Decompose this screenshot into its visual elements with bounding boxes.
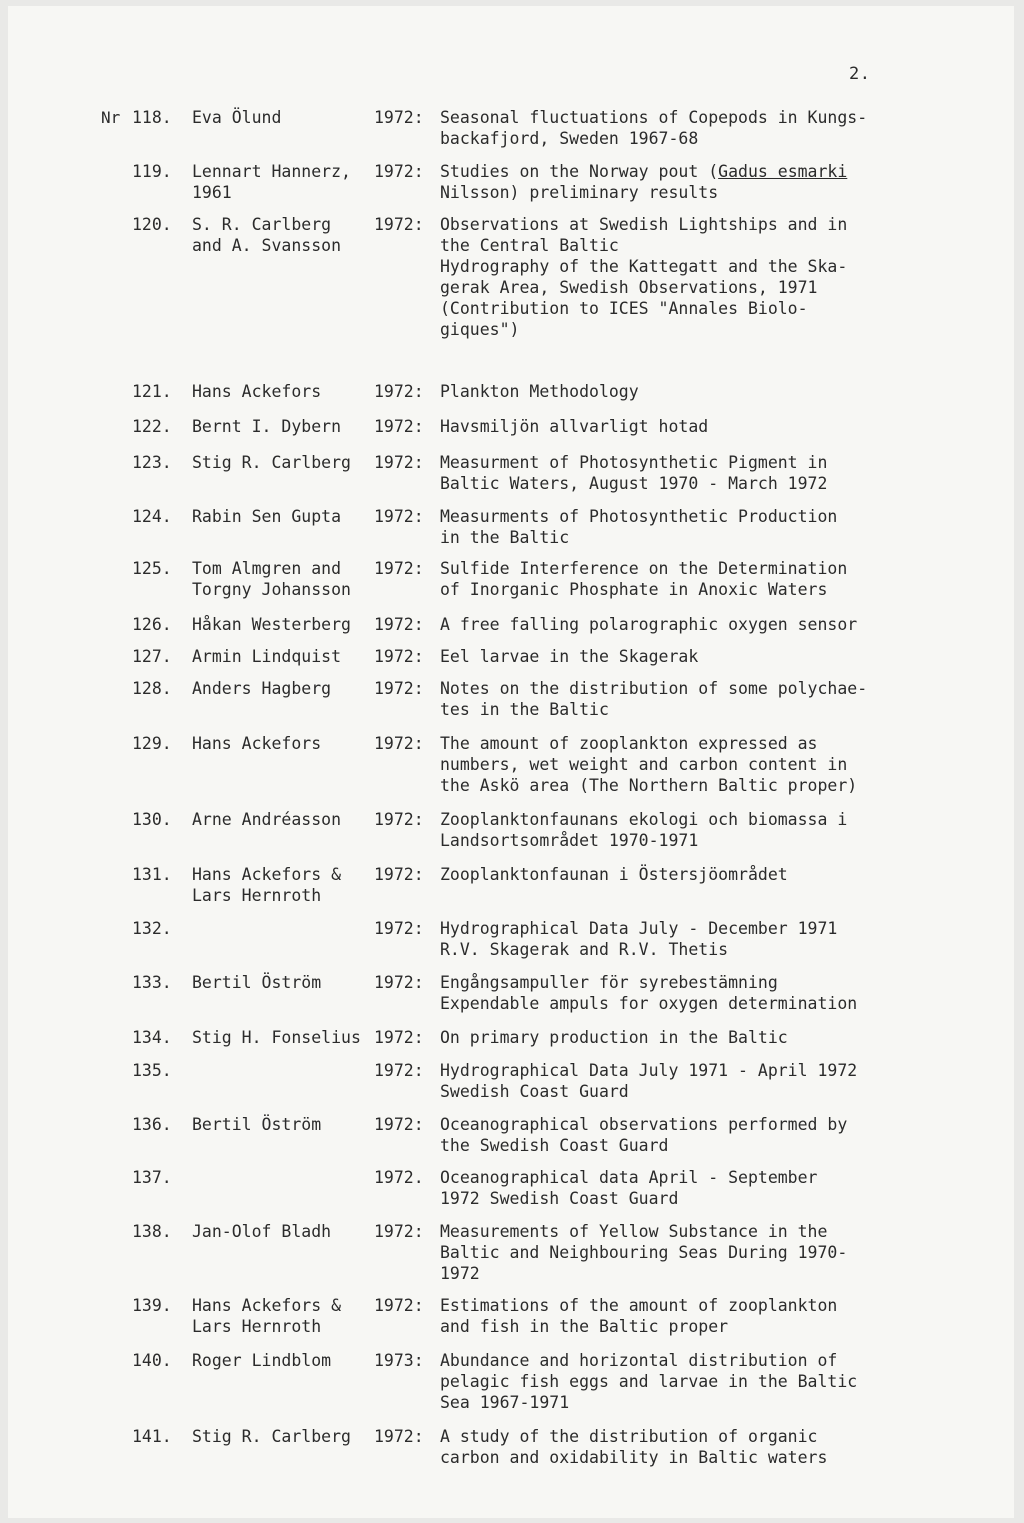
entry-number: 124. <box>132 507 172 526</box>
entry-number: 140. <box>132 1351 172 1370</box>
entry-author: Bertil Öström <box>192 1115 322 1134</box>
entry-title: Measurments of Photosynthetic Production in the Baltic <box>440 507 838 547</box>
entry-author: Hans Ackefors <box>192 382 322 401</box>
page-number: 2. <box>849 64 871 84</box>
entry-author: Tom Almgren and Torgny Johansson <box>192 559 351 599</box>
entry-author: Bernt I. Dybern <box>192 417 342 436</box>
entry-number: 139. <box>132 1296 172 1315</box>
entry-number: 123. <box>132 453 172 472</box>
entry-year: 1972: <box>374 647 424 666</box>
entry-title: Engångsampuller för syrebestämning Expendable ampuls for oxygen determination <box>440 973 858 1013</box>
entry-number: 129. <box>132 734 172 753</box>
entry-year: 1972. <box>374 1168 424 1187</box>
entry-title: Abundance and horizontal distribution of pelagic fish eggs and larvae in the Baltic Sea 1967-1971 <box>440 1351 858 1412</box>
entry-author: Bertil Öström <box>192 973 322 992</box>
entry-year: 1972: <box>374 382 424 401</box>
entry-year: 1972: <box>374 1222 424 1241</box>
entry-author: Håkan Westerberg <box>192 615 351 634</box>
entry-number: 120. <box>132 215 172 234</box>
entry-number: 137. <box>132 1168 172 1187</box>
entry-number: 136. <box>132 1115 172 1134</box>
document-page <box>8 6 1014 1518</box>
entry-year: 1972: <box>374 679 424 698</box>
entry-number: 121. <box>132 382 172 401</box>
entry-author: Stig R. Carlberg <box>192 453 351 472</box>
entry-author: S. R. Carlberg and A. Svansson <box>192 215 342 255</box>
entry-year: 1972: <box>374 507 424 526</box>
entry-year: 1972: <box>374 810 424 829</box>
entry-number: 141. <box>132 1427 172 1446</box>
entry-title: Observations at Swedish Lightships and in the Central Baltic Hydrography of the Kattegatt and the Ska- gerak Area, Swedish Observations, 1971 (Contribution to ICES "Annales Biolo- giques") <box>440 215 848 339</box>
entry-author: Jan-Olof Bladh <box>192 1222 332 1241</box>
entry-number: 119. <box>132 162 172 181</box>
entry-year: 1972: <box>374 162 424 181</box>
entry-number: 132. <box>132 919 172 938</box>
entry-title: A study of the distribution of organic carbon and oxidability in Baltic waters <box>440 1427 828 1467</box>
entry-title: Hydrographical Data July - December 1971 R.V. Skagerak and R.V. Thetis <box>440 919 838 959</box>
entry-title: Seasonal fluctuations of Copepods in Kungs- backafjord, Sweden 1967-68 <box>440 108 868 148</box>
entry-number: 135. <box>132 1061 172 1080</box>
entry-author: Stig R. Carlberg <box>192 1427 351 1446</box>
entry-title: Zooplanktonfaunan i Östersjöområdet <box>440 865 788 884</box>
entry-number: 128. <box>132 679 172 698</box>
entry-author: Stig H. Fonselius <box>192 1028 361 1047</box>
entry-title: Eel larvae in the Skagerak <box>440 647 699 666</box>
entry-number: 118. <box>132 108 172 127</box>
entry-title: The amount of zooplankton expressed as numbers, wet weight and carbon content in the Askö area (The Northern Baltic proper) <box>440 734 858 795</box>
entry-title: Notes on the distribution of some polychae- tes in the Baltic <box>440 679 868 719</box>
entry-year: 1972: <box>374 1296 424 1315</box>
entry-number: 127. <box>132 647 172 666</box>
entry-title <box>440 161 910 203</box>
entry-number: 134. <box>132 1028 172 1047</box>
entry-title: Oceanographical observations performed by the Swedish Coast Guard <box>440 1115 848 1155</box>
entry-author: Arne Andréasson <box>192 810 342 829</box>
entry-author: Anders Hagberg <box>192 679 332 698</box>
entry-year: 1972: <box>374 973 424 992</box>
entry-author: Eva Ölund <box>192 108 282 127</box>
entry-title-part: Nilsson) preliminary results <box>440 183 719 202</box>
entry-year: 1972: <box>374 1028 424 1047</box>
nr-label: Nr <box>101 108 121 127</box>
entry-year: 1972: <box>374 1115 424 1134</box>
entry-number: 125. <box>132 559 172 578</box>
entry-year: 1973: <box>374 1351 424 1370</box>
entry-author: Armin Lindquist <box>192 647 342 666</box>
entry-title: Havsmiljön allvarligt hotad <box>440 417 709 436</box>
entry-title-part: Studies on the Norway pout ( <box>440 162 719 181</box>
entry-number: 130. <box>132 810 172 829</box>
entry-author: Roger Lindblom <box>192 1351 332 1370</box>
entry-year: 1972: <box>374 1061 424 1080</box>
entry-author: Rabin Sen Gupta <box>192 507 342 526</box>
entry-author: Hans Ackefors <box>192 734 322 753</box>
entry-title: On primary production in the Baltic <box>440 1028 788 1047</box>
entry-title: Plankton Methodology <box>440 382 639 401</box>
entry-year: 1972: <box>374 559 424 578</box>
entry-number: 133. <box>132 973 172 992</box>
entry-number: 126. <box>132 615 172 634</box>
entry-year: 1972: <box>374 919 424 938</box>
entry-title: Estimations of the amount of zooplankton and fish in the Baltic proper <box>440 1296 838 1336</box>
entry-title: Sulfide Interference on the Determination of Inorganic Phosphate in Anoxic Waters <box>440 559 848 599</box>
entry-title: Measurements of Yellow Substance in the Baltic and Neighbouring Seas During 1970- 1972 <box>440 1222 848 1283</box>
entry-author: Hans Ackefors & Lars Hernroth <box>192 1296 342 1336</box>
entry-year: 1972: <box>374 417 424 436</box>
entry-year: 1972: <box>374 215 424 234</box>
entry-title: Hydrographical Data July 1971 - April 1972 Swedish Coast Guard <box>440 1061 858 1101</box>
entry-title: Measurment of Photosynthetic Pigment in Baltic Waters, August 1970 - March 1972 <box>440 453 828 493</box>
entry-number: 122. <box>132 417 172 436</box>
entry-year: 1972: <box>374 453 424 472</box>
entry-title: A free falling polarographic oxygen sensor <box>440 615 858 634</box>
entry-year: 1972: <box>374 734 424 753</box>
entry-title: Zooplanktonfaunans ekologi och biomassa i Landsortsområdet 1970-1971 <box>440 810 848 850</box>
entry-year: 1972: <box>374 108 424 127</box>
entry-author: Lennart Hannerz, 1961 <box>192 162 351 202</box>
entry-number: 131. <box>132 865 172 884</box>
entry-title-part: Gadus esmarki <box>718 162 848 181</box>
entry-year: 1972: <box>374 1427 424 1446</box>
entry-author: Hans Ackefors & Lars Hernroth <box>192 865 342 905</box>
entry-year: 1972: <box>374 865 424 884</box>
entry-number: 138. <box>132 1222 172 1241</box>
entry-title: Oceanographical data April - September 1972 Swedish Coast Guard <box>440 1168 818 1208</box>
entry-year: 1972: <box>374 615 424 634</box>
